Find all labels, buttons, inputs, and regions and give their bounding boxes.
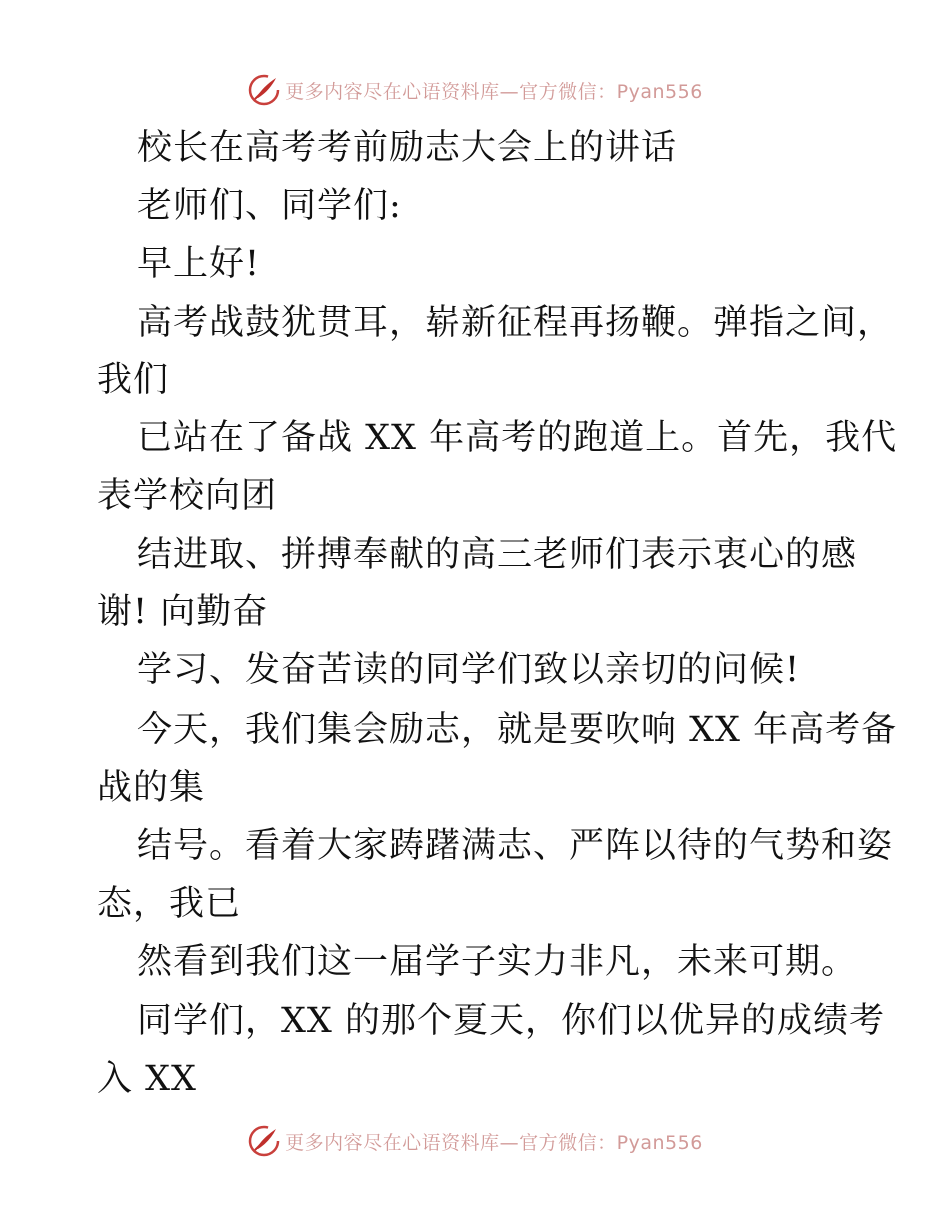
text-line: 态，我已	[97, 884, 242, 924]
text-line: 入 XX	[97, 1059, 197, 1099]
text-line: 早上好!	[137, 244, 261, 284]
footer-banner	[0, 1121, 950, 1161]
document-title: 校长在高考考前励志大会上的讲话	[137, 128, 678, 168]
text-line: 已站在了备战 XX 年高考的跑道上。首先，我代	[137, 418, 898, 458]
feather-pen-logo-icon	[247, 1124, 281, 1158]
text-line: 谢! 向勤奋	[97, 592, 269, 632]
text-line: 结号。看着大家踌躇满志、严阵以待的气势和姿	[137, 826, 894, 866]
text-line: 老师们、同学们:	[137, 186, 402, 226]
feather-pen-logo-icon	[247, 73, 281, 107]
text-line: 然看到我们这一届学子实力非凡，未来可期。	[137, 942, 858, 982]
text-line: 同学们，XX 的那个夏天，你们以优异的成绩考	[137, 1001, 885, 1041]
header-banner	[0, 70, 950, 110]
text-line: 今天，我们集会励志，就是要吹响 XX 年高考备	[137, 710, 898, 750]
text-line: 战的集	[97, 768, 206, 808]
banner-text: 更多内容尽在心语资料库—官方微信：Pyan556	[285, 80, 703, 103]
banner-text: 更多内容尽在心语资料库—官方微信：Pyan556	[285, 1131, 703, 1154]
text-line: 结进取、拼搏奉献的高三老师们表示衷心的感	[137, 535, 858, 575]
text-line: 表学校向团	[97, 476, 278, 516]
text-line: 学习、发奋苦读的同学们致以亲切的问候!	[137, 650, 801, 690]
text-line: 高考战鼓犹贯耳，崭新征程再扬鞭。弹指之间，	[137, 303, 894, 343]
text-line: 我们	[97, 360, 170, 400]
